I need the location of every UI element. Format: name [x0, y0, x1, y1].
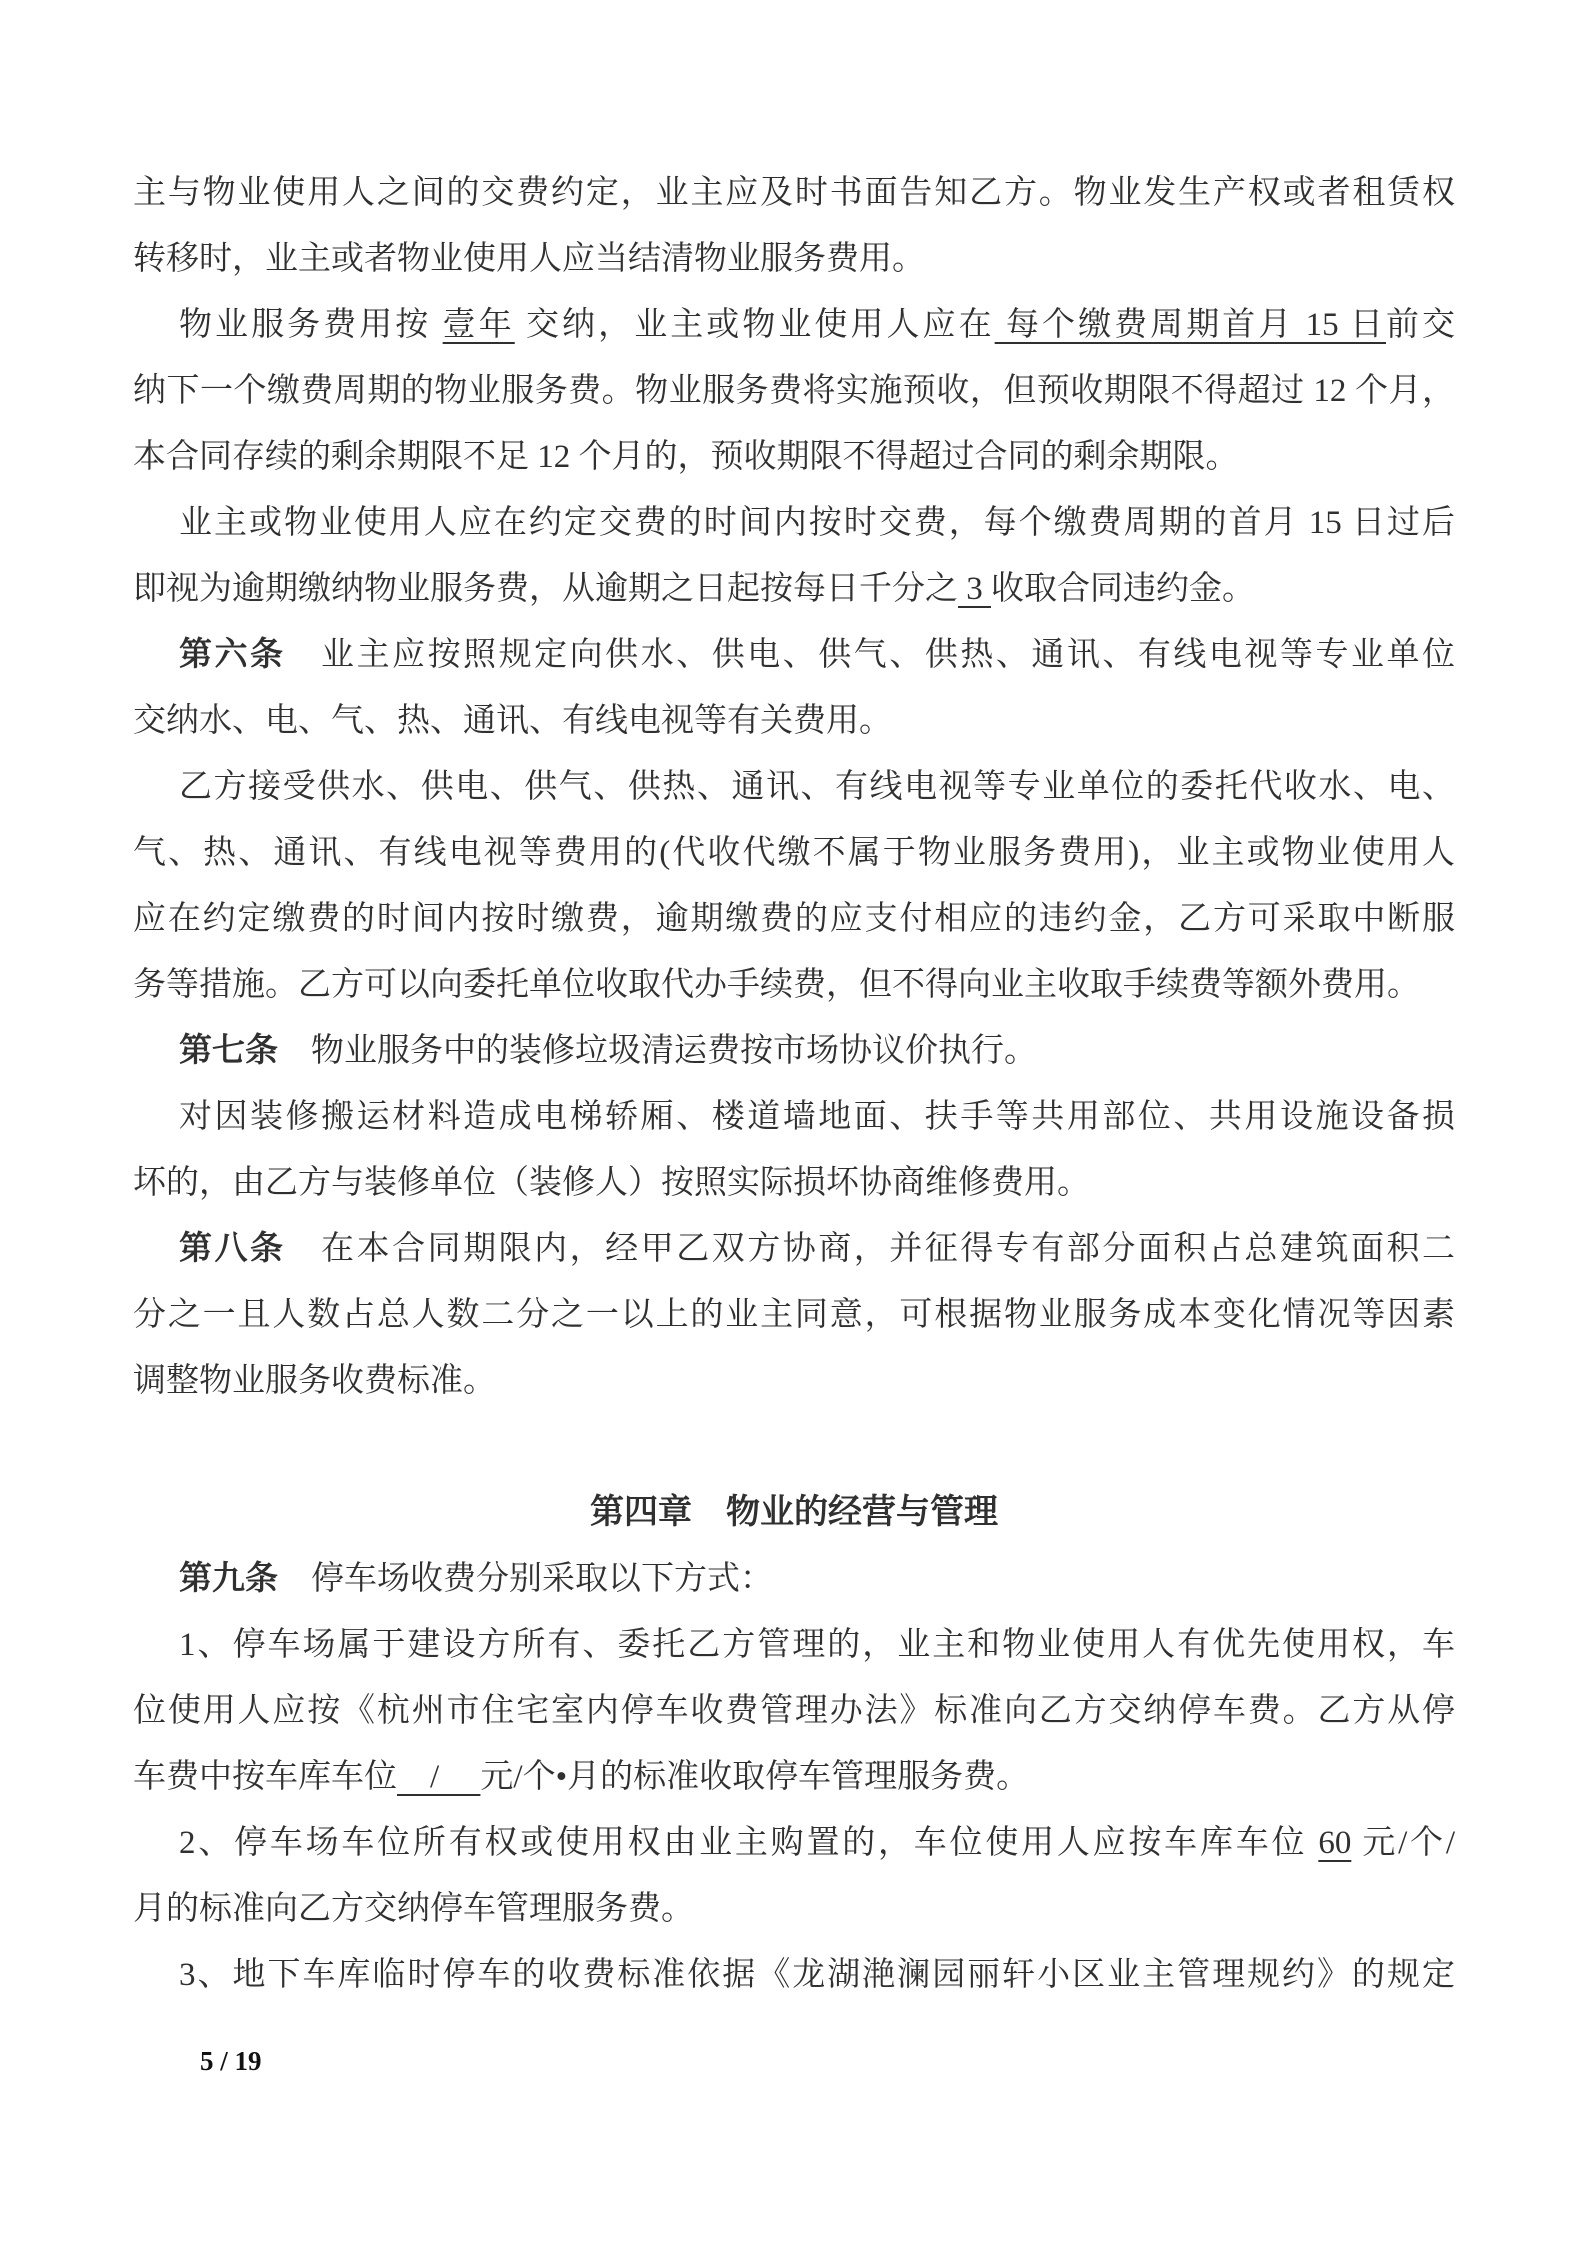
text-line [133, 1744, 1455, 1810]
text-line [133, 1546, 1455, 1612]
parking-item-1-paragraph [133, 1612, 1455, 1810]
text-line [133, 622, 1455, 688]
filled-in-value: / [397, 1759, 481, 1795]
filled-in-value: 每个缴费周期首月 15 日 [994, 307, 1386, 343]
text-line [133, 556, 1455, 622]
text-line [133, 1810, 1455, 1876]
text-segment: 2、停车场车位所有权或使用权由业主购置的，车位使用人应按车库车位 [179, 1825, 1319, 1861]
text-segment: 分之一且人数占总人数二分之一以上的业主同意，可根据物业服务成本变化情况等因素 [133, 1297, 1455, 1333]
text-segment: 物业服务中的装修垃圾清运费按市场协议价执行。 [278, 1033, 1037, 1069]
text-line [133, 1876, 1455, 1942]
late-payment-penalty-paragraph [133, 490, 1455, 622]
text-line [133, 490, 1455, 556]
document-body [133, 160, 1455, 2008]
parking-item-3-paragraph [133, 1942, 1455, 2008]
text-line [133, 754, 1455, 820]
text-line [133, 1942, 1455, 2008]
filled-in-value: 60 [1318, 1825, 1352, 1861]
text-segment: 月的标准向乙方交纳停车管理服务费。 [133, 1891, 694, 1927]
clause-7-paragraph [133, 1018, 1455, 1084]
text-segment: 本合同存续的剩余期限不足 12 个月的，预收期限不得超过合同的剩余期限。 [133, 439, 1239, 475]
text-line [133, 1150, 1455, 1216]
text-line [133, 688, 1455, 754]
continued-payment-agreement-paragraph [133, 160, 1455, 292]
filled-in-value: 3 [958, 571, 991, 607]
text-segment: 位使用人应按《杭州市住宅室内停车收费管理办法》标准向乙方交纳停车费。乙方从停 [133, 1693, 1455, 1729]
text-segment: 调整物业服务收费标准。 [133, 1363, 496, 1399]
text-segment: 第六条 [179, 637, 286, 673]
text-segment: 应在约定缴费的时间内按时缴费，逾期缴费的应支付相应的违约金，乙方可采取中断服 [133, 901, 1455, 937]
text-line [133, 1678, 1455, 1744]
utilities-collection-paragraph [133, 754, 1455, 1018]
text-segment: 3、地下车库临时停车的收费标准依据《龙湖滟澜园丽轩小区业主管理规约》的规定 [179, 1957, 1455, 1993]
text-segment: 转移时，业主或者物业使用人应当结清物业服务费用。 [133, 241, 925, 277]
text-line [133, 952, 1455, 1018]
text-segment: 乙方接受供水、供电、供气、供热、通讯、有线电视等专业单位的委托代收水、电、 [179, 769, 1455, 805]
text-line [133, 1612, 1455, 1678]
text-line [133, 424, 1455, 490]
text-line [133, 1282, 1455, 1348]
text-segment: 前交 [1386, 307, 1456, 343]
text-line [133, 1216, 1455, 1282]
text-segment: 元/个•月的标准收取停车管理服务费。 [480, 1759, 1030, 1795]
text-segment: 第七条 [179, 1033, 278, 1069]
clause-8-paragraph [133, 1216, 1455, 1414]
text-segment: 业主或物业使用人应在约定交费的时间内按时交费，每个缴费周期的首月 15 日过后 [179, 505, 1455, 541]
text-segment: 车费中按车库车位 [133, 1759, 397, 1795]
text-segment: 交纳，业主或物业使用人应在 [514, 307, 995, 343]
text-line [133, 358, 1455, 424]
text-line [133, 1018, 1455, 1084]
text-segment: 气、热、通讯、有线电视等费用的(代收代缴不属于物业服务费用)，业主或物业使用人 [133, 835, 1455, 871]
text-line [133, 226, 1455, 292]
text-segment: 第八条 [179, 1231, 286, 1267]
decoration-damage-paragraph [133, 1084, 1455, 1216]
parking-item-2-paragraph [133, 1810, 1455, 1942]
text-segment: 元/个/ [1351, 1825, 1455, 1861]
text-line [133, 1348, 1455, 1414]
text-segment: 第九条 [179, 1561, 278, 1597]
text-line [133, 292, 1455, 358]
text-segment: 坏的，由乙方与装修单位（装修人）按照实际损坏协商维修费用。 [133, 1165, 1090, 1201]
filled-in-value: 壹年 [442, 307, 515, 343]
clause-9-paragraph [133, 1546, 1455, 1612]
text-segment: 对因装修搬运材料造成电梯轿厢、楼道墙地面、扶手等共用部位、共用设施设备损 [179, 1099, 1455, 1135]
text-segment: 第四章 物业的经营与管理 [590, 1494, 998, 1531]
text-segment: 物业服务费用按 [179, 307, 443, 343]
text-segment: 交纳水、电、气、热、通讯、有线电视等有关费用。 [133, 703, 892, 739]
text-segment: 停车场收费分别采取以下方式： [278, 1561, 773, 1597]
text-line [133, 820, 1455, 886]
text-line [133, 160, 1455, 226]
clause-6-paragraph [133, 622, 1455, 754]
text-segment: 纳下一个缴费周期的物业服务费。物业服务费将实施预收，但预收期限不得超过 12 个月， [133, 373, 1456, 409]
text-segment: 收取合同违约金。 [991, 571, 1255, 607]
payment-cycle-paragraph [133, 292, 1455, 490]
chapter-4-heading [133, 1480, 1455, 1546]
text-line [133, 886, 1455, 952]
text-segment: 主与物业使用人之间的交费约定，业主应及时书面告知乙方。物业发生产权或者租赁权 [133, 175, 1455, 211]
text-line [133, 1084, 1455, 1150]
text-segment: 即视为逾期缴纳物业服务费，从逾期之日起按每日千分之 [133, 571, 958, 607]
text-segment: 业主应按照规定向供水、供电、供气、供热、通讯、有线电视等专业单位 [285, 637, 1456, 673]
text-segment: 在本合同期限内，经甲乙双方协商，并征得专有部分面积占总建筑面积二 [285, 1231, 1456, 1267]
text-segment: 务等措施。乙方可以向委托单位收取代办手续费，但不得向业主收取手续费等额外费用。 [133, 967, 1420, 1003]
text-segment: 1、停车场属于建设方所有、委托乙方管理的，业主和物业使用人有优先使用权，车 [179, 1627, 1455, 1663]
page-number-indicator: 5 / 19 [200, 2046, 262, 2076]
text-line [133, 1480, 1455, 1546]
